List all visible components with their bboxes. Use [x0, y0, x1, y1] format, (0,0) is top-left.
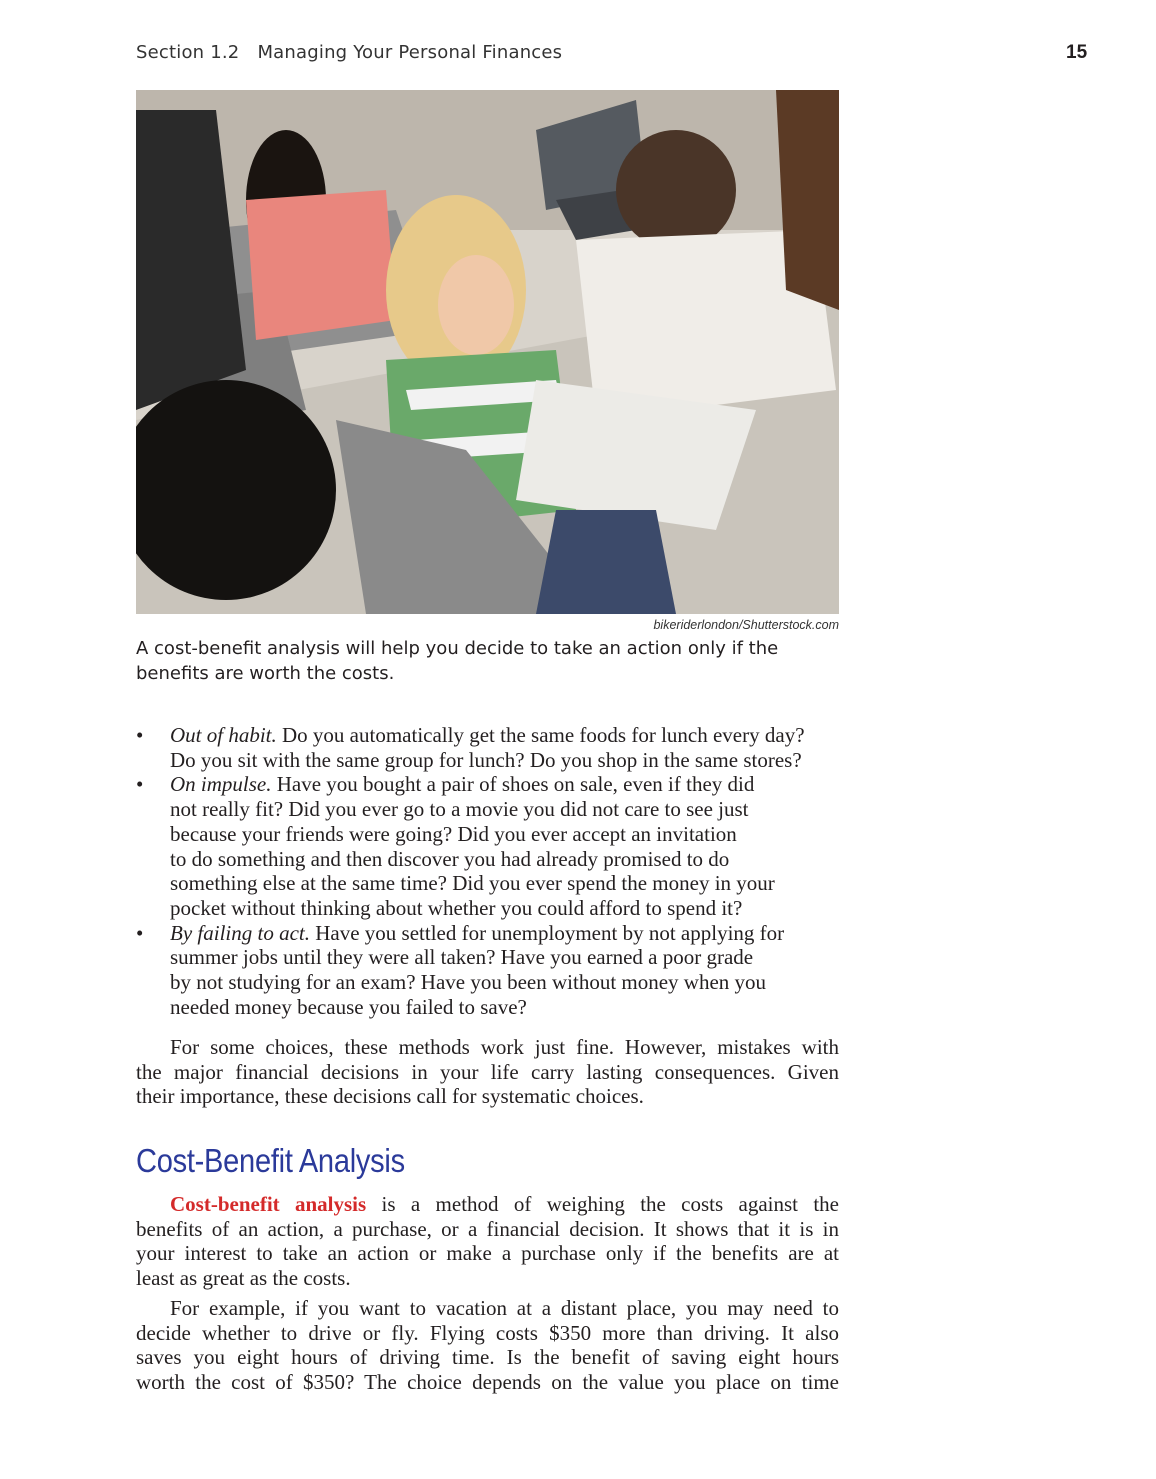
caption-line: A cost-benefit analysis will help you decide to take an action only if the [136, 638, 779, 659]
text-line: For some choices, these methods work just fine. However, mistakes with [170, 1035, 839, 1059]
text-line: benefits of an action, a purchase, or a financial decision. It shows that it is in [136, 1216, 839, 1241]
list-item [136, 921, 839, 1020]
text-line: your interest to take an action or make a purchase only if the benefits are at [136, 1241, 839, 1266]
section-number: Section 1.2 [136, 42, 240, 63]
text-line: their importance, these decisions call for systematic choices. [136, 1084, 644, 1109]
list-item [136, 772, 839, 920]
text-line: saves you eight hours of driving time. Is the benefit of saving eight hours [136, 1345, 839, 1370]
bullet-lead: By failing to act. [170, 920, 310, 945]
text-line: not really fit? Did you ever go to a movie you did not care to see just [170, 797, 749, 822]
text-line: For example, if you want to vacation at a distant place, you may need to [170, 1296, 839, 1320]
caption-line: benefits are worth the costs. [136, 662, 395, 684]
text-line: needed money because you failed to save? [170, 994, 527, 1019]
text-line [170, 723, 839, 748]
key-term: Cost-benefit analysis [170, 1192, 367, 1216]
page-number: 15 [1066, 42, 1088, 63]
classroom-photo [136, 90, 839, 614]
list-item [136, 723, 839, 772]
text-line: worth the cost of $350? The choice depends on the value you place on time [136, 1370, 839, 1395]
bullet-lead: On impulse. [170, 772, 272, 797]
paragraph-3 [136, 1296, 839, 1395]
text-line [136, 1192, 839, 1217]
section-title: Managing Your Personal Finances [257, 42, 563, 63]
running-header [136, 42, 562, 63]
bullet-icon: • [136, 772, 144, 797]
text-line: the major financial decisions in your life carry lasting consequences. Given [136, 1059, 839, 1084]
bullet-list [136, 723, 839, 1019]
text-line [170, 772, 839, 797]
section-heading: Cost-Benefit Analysis [136, 1142, 405, 1179]
text-line: because your friends were going? Did you ever accept an invitation [170, 821, 737, 846]
text-line: something else at the same time? Did you ever spend the money in your [170, 871, 775, 896]
text-line: summer jobs until they were all taken? Have you earned a poor grade [170, 945, 754, 970]
text-line [170, 921, 839, 946]
text: Do you automatically get the same foods for lunch every day? [276, 723, 805, 747]
text-line: decide whether to drive or fly. Flying costs $350 more than driving. It also [136, 1320, 839, 1345]
text-line: Do you sit with the same group for lunch? Do you shop in the same stores? [170, 747, 802, 772]
text-line: least as great as the costs. [136, 1266, 351, 1291]
text: Have you settled for unemployment by not applying for [309, 920, 785, 945]
figure-caption [136, 637, 836, 686]
paragraph-1 [136, 1035, 839, 1109]
text: Have you bought a pair of shoes on sale, even if they did [271, 772, 755, 797]
text-line: by not studying for an exam? Have you been without money when you [170, 970, 767, 995]
photo-credit: bikeriderlondon/Shutterstock.com [653, 618, 839, 632]
text: is a method of weighing the costs against the [366, 1192, 839, 1216]
bullet-icon: • [136, 723, 144, 747]
text-line: to do something and then discover you had already promised to do [170, 846, 730, 871]
text-line: pocket without thinking about whether you could afford to spend it? [170, 895, 743, 920]
bullet-icon: • [136, 920, 144, 945]
bullet-lead: Out of habit. [170, 723, 277, 747]
paragraph-2 [136, 1192, 839, 1291]
